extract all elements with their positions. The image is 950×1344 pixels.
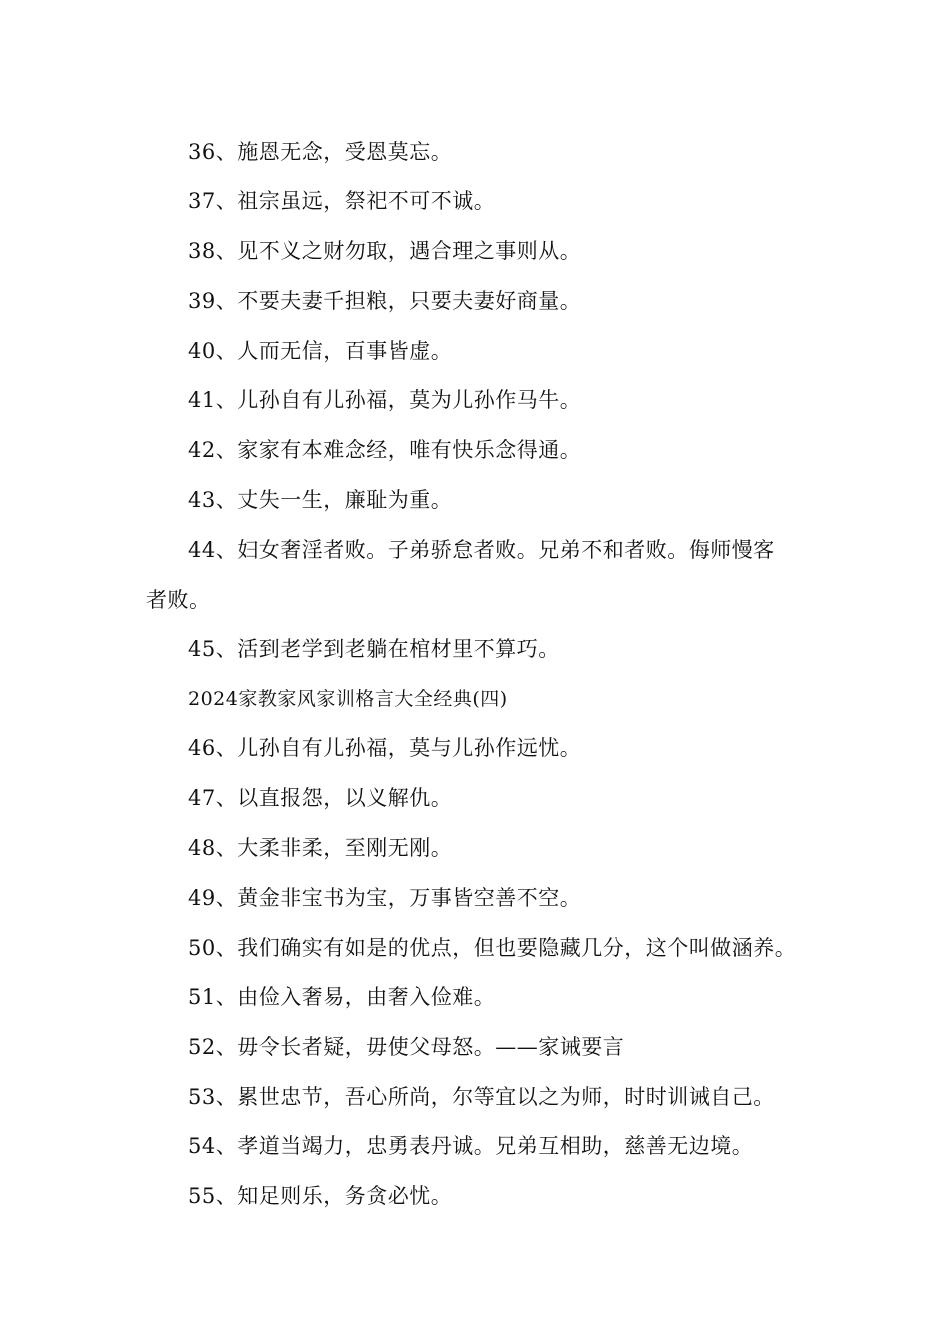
- saying-40: 40、人而无信，百事皆虚。: [188, 339, 453, 363]
- saying-49: 49、黄金非宝书为宝，万事皆空善不空。: [188, 886, 582, 910]
- saying-44: 44、妇女奢淫者败。子弟骄怠者败。兄弟不和者败。侮师慢客: [188, 538, 775, 562]
- saying-45: 45、活到老学到老躺在棺材里不算巧。: [188, 637, 560, 661]
- saying-51: 51、由俭入奢易，由奢入俭难。: [188, 985, 496, 1009]
- saying-43: 43、丈失一生，廉耻为重。: [188, 488, 453, 512]
- saying-44-continuation: 者败。: [146, 588, 211, 612]
- saying-39: 39、不要夫妻千担粮，只要夫妻好商量。: [188, 289, 582, 313]
- saying-52: 52、毋令长者疑，毋使父母怒。——家诫要言: [188, 1035, 625, 1059]
- section-heading: 2024家教家风家训格言大全经典(四): [188, 688, 508, 710]
- saying-48: 48、大柔非柔，至刚无刚。: [188, 836, 453, 860]
- saying-47: 47、以直报怨，以义解仇。: [188, 786, 453, 810]
- saying-54: 54、孝道当竭力，忠勇表丹诚。兄弟互相助，慈善无边境。: [188, 1134, 754, 1158]
- saying-50: 50、我们确实有如是的优点，但也要隐藏几分，这个叫做涵养。: [188, 936, 797, 960]
- saying-55: 55、知足则乐，务贪必忧。: [188, 1184, 453, 1208]
- saying-53: 53、累世忠节，吾心所尚，尔等宜以之为师，时时训诫自己。: [188, 1085, 775, 1109]
- saying-41: 41、儿孙自有儿孙福，莫为儿孙作马牛。: [188, 388, 582, 412]
- saying-46: 46、儿孙自有儿孙福，莫与儿孙作远忧。: [188, 736, 582, 760]
- saying-42: 42、家家有本难念经，唯有快乐念得通。: [188, 438, 582, 462]
- saying-37: 37、祖宗虽远，祭祀不可不诚。: [188, 189, 496, 213]
- saying-38: 38、见不义之财勿取，遇合理之事则从。: [188, 239, 582, 263]
- saying-36: 36、施恩无念，受恩莫忘。: [188, 140, 453, 164]
